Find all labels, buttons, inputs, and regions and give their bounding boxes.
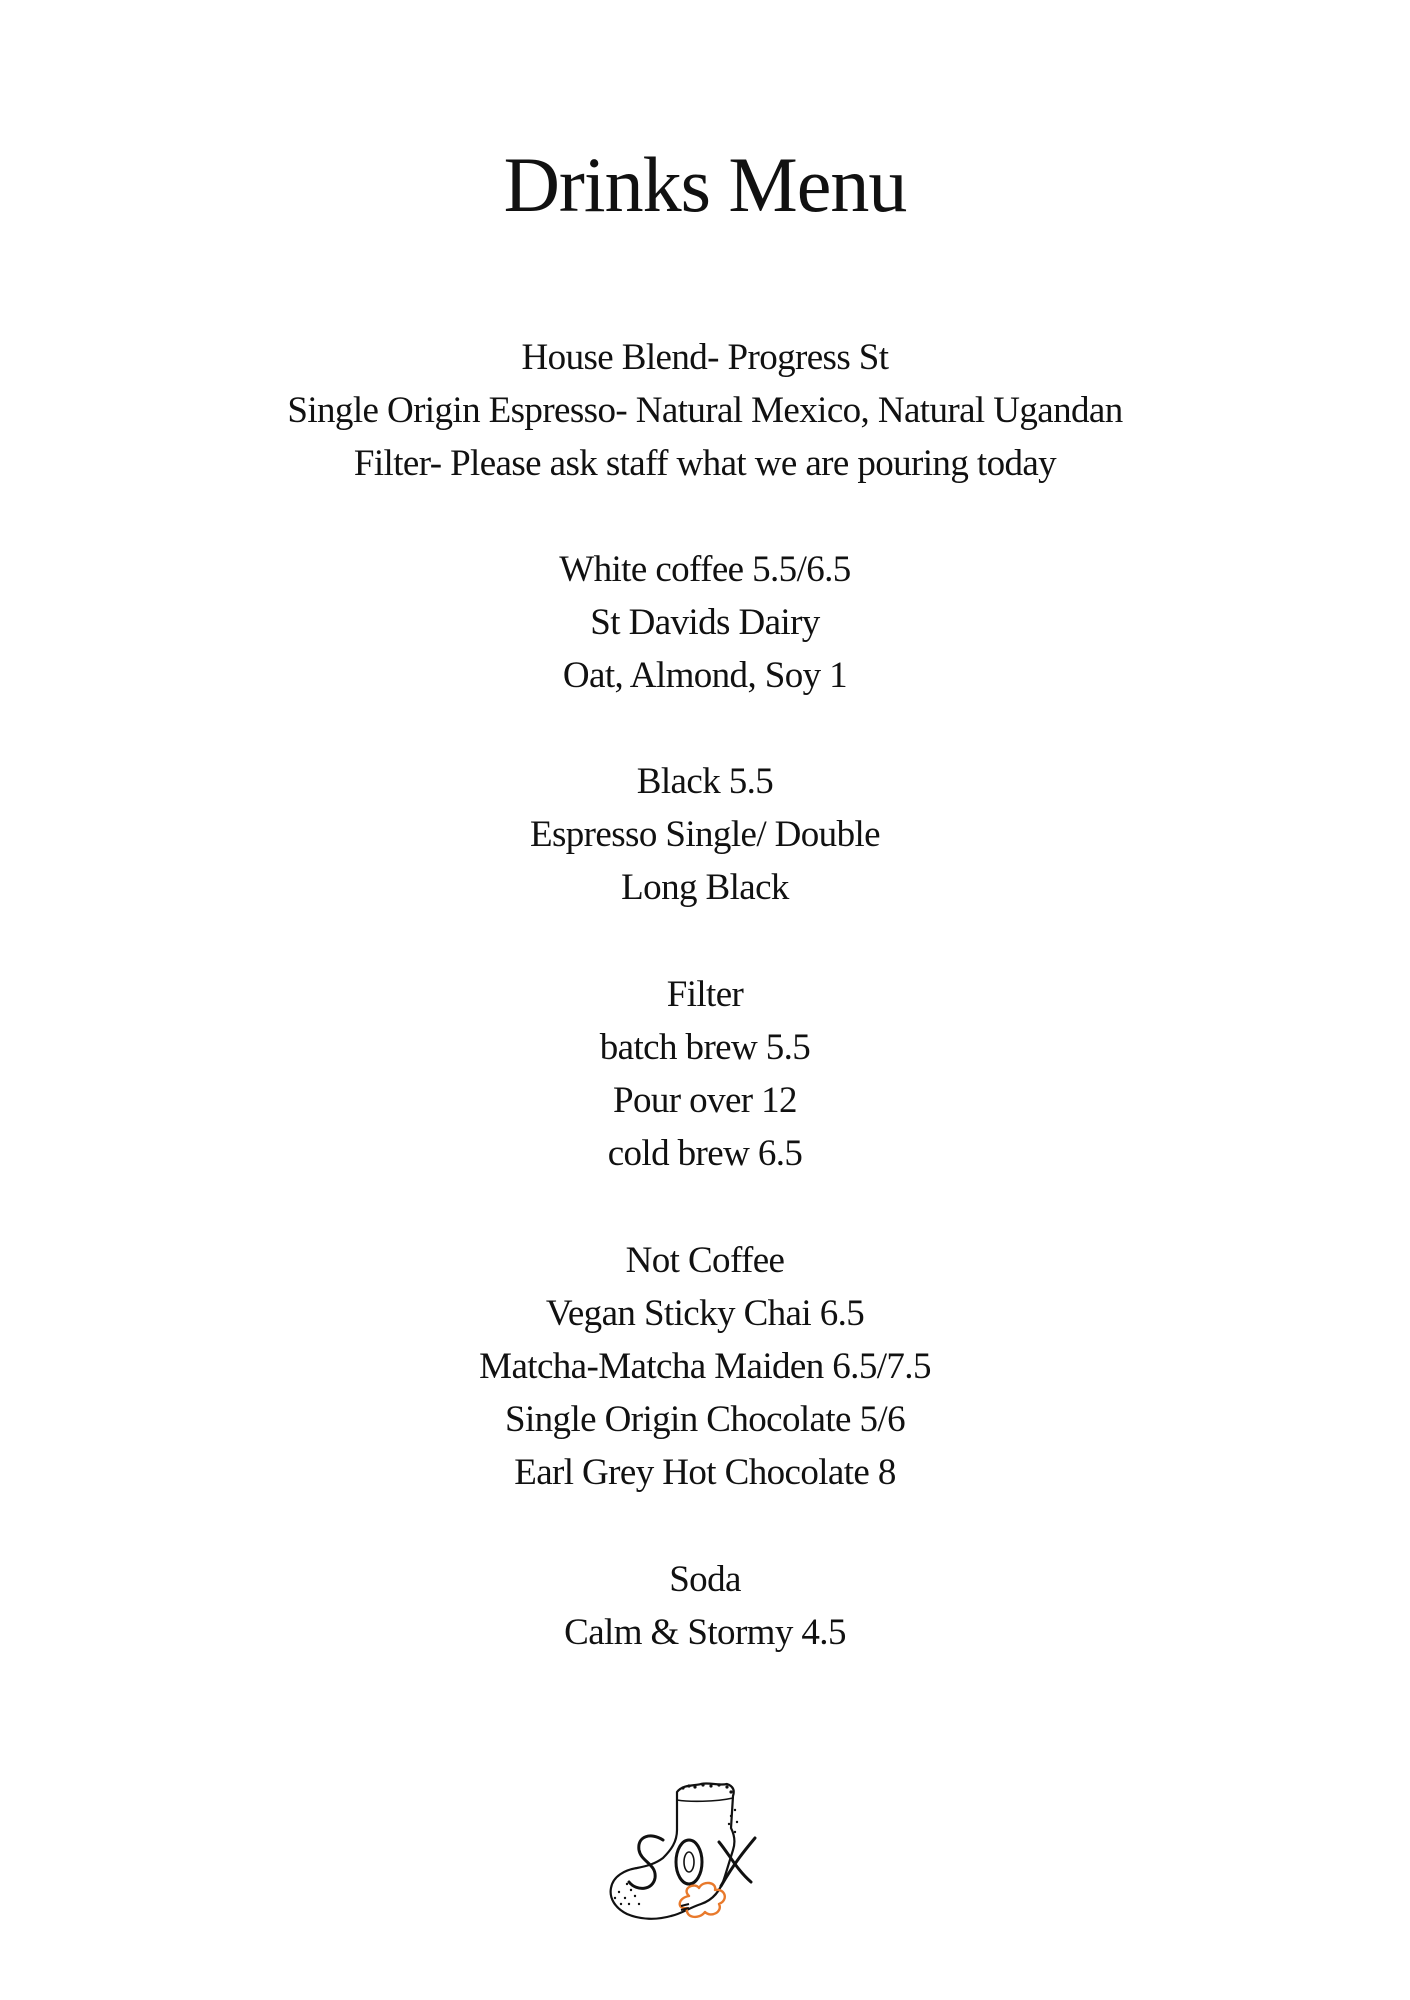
section-soda [0,1553,1410,1659]
menu-item: batch brew 5.5 [599,1027,811,1068]
section-filter [0,968,1410,1180]
section-black-coffee [0,755,1410,914]
section-white-coffee [0,543,1410,702]
filter-info-line: Filter- Please ask staff what we are pouring today [353,443,1057,484]
section-heading: White coffee 5.5/6.5 [559,549,851,590]
section-heading: Filter [666,974,744,1015]
section-not-coffee [0,1234,1410,1499]
menu-item: Single Origin Chocolate 5/6 [505,1399,905,1440]
menu-item: Matcha-Matcha Maiden 6.5/7.5 [479,1346,931,1387]
menu-item: Long Black [621,867,789,908]
menu-item: Espresso Single/ Double [529,814,880,855]
section-heading: Not Coffee [625,1240,785,1281]
menu-item: Earl Grey Hot Chocolate 8 [514,1452,896,1493]
menu-item: Oat, Almond, Soy 1 [562,655,848,696]
menu-item: Vegan Sticky Chai 6.5 [545,1293,865,1334]
sock-logo-icon [585,1780,785,1925]
section-heading: Black 5.5 [636,761,774,802]
house-blend-line: House Blend- Progress St [521,337,889,378]
section-heading: Soda [669,1559,741,1600]
menu-item: Calm & Stormy 4.5 [564,1612,846,1653]
menu-item: cold brew 6.5 [607,1133,803,1174]
single-origin-line: Single Origin Espresso- Natural Mexico, Natural Ugandan [287,390,1123,431]
menu-item: St Davids Dairy [590,602,820,643]
coffee-origins [0,331,1410,490]
page-title: Drinks Menu [503,141,907,228]
menu-item: Pour over 12 [613,1080,797,1121]
